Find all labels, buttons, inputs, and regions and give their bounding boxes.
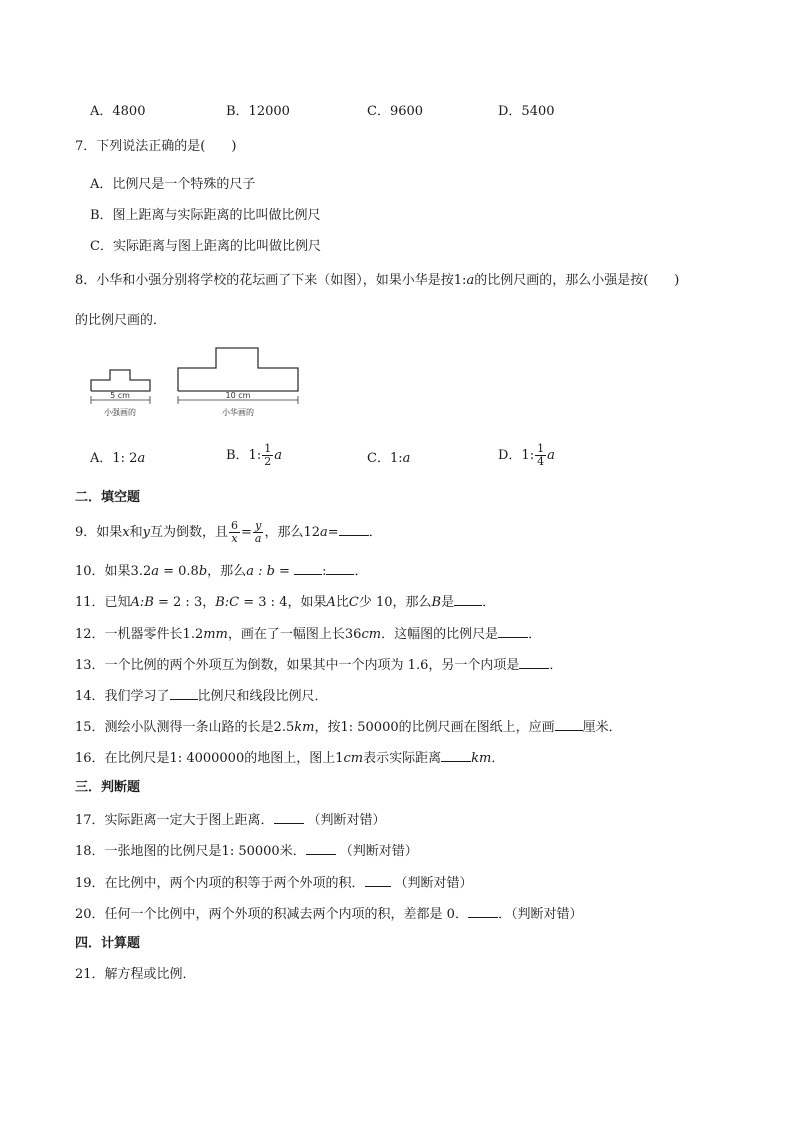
q19: [75, 873, 473, 893]
q19-post: （判断对错）: [394, 876, 473, 891]
q8-ratio: 1:: [453, 273, 467, 288]
q17-post: （判断对错）: [307, 813, 386, 828]
q17: [75, 810, 386, 830]
q8-option-d-text: D．1:: [498, 448, 535, 463]
q8-option-b: [226, 443, 282, 468]
fraction-denominator: [229, 533, 239, 545]
q8-var: a: [466, 273, 475, 288]
q16-scale: 1: 4000000: [169, 751, 245, 766]
q16-pre: 16．在比例尺是: [75, 751, 170, 766]
q13-end: ．: [549, 658, 563, 673]
q14-answer-blank[interactable]: [170, 686, 198, 700]
q8-option-b-text: B．1:: [226, 448, 262, 463]
q18-answer-blank[interactable]: [306, 841, 336, 855]
fraction-denominator: 2: [264, 455, 272, 468]
q12-mid2: ．这幅图的比例尺是: [381, 627, 499, 642]
q8-stem-b: 的比例尺画的，那么小强是按( ): [474, 273, 680, 288]
q20: [75, 904, 582, 924]
q12-v2: 36: [344, 627, 362, 642]
q16-mid2: 表示实际距离: [363, 751, 442, 766]
q16-u2: km: [471, 751, 492, 766]
q15-pre: 15．测绘小队测得一条山路的长是: [75, 720, 274, 735]
q12-pre: 12．一机器零件长: [75, 627, 183, 642]
q10-blank-2[interactable]: [326, 561, 354, 575]
large-caption: 小华画的: [222, 408, 254, 417]
q11-C: C: [348, 595, 359, 610]
q14-post: 比例尺和线段比例尺．: [197, 689, 328, 704]
q6-option-a: A．4800: [90, 104, 146, 119]
q20-pre: 20．任何一个比例中，两个外项的积减去两个内项的积，差都是 0．: [75, 907, 468, 922]
q12-mid: ，画在了一幅图上长: [227, 627, 345, 642]
q18: [75, 841, 418, 861]
q12-u2: cm: [361, 627, 382, 642]
q10-colon: :: [322, 564, 327, 579]
q11-B: B: [431, 595, 442, 610]
q8-option-a-text: A．1: 2: [90, 451, 138, 466]
q16-mid: 的地图上，图上: [244, 751, 336, 766]
q9-equals: =: [241, 525, 252, 540]
q8-option-d: [498, 443, 555, 468]
q9-y: y: [142, 525, 150, 540]
q8-option-a: [90, 450, 145, 468]
q17-pre: 17．实际距离一定大于图上距离．: [75, 813, 274, 828]
q6-option-c: C．9600: [367, 104, 424, 119]
q16-v1: 1: [335, 751, 344, 766]
q15-u1: km: [294, 720, 315, 735]
fraction-numerator: 1: [264, 442, 272, 455]
q15-mid2: 的比例尺画在图纸上，应画: [398, 720, 555, 735]
fraction-numerator: 1: [537, 442, 545, 455]
q16-end: ．: [491, 751, 505, 766]
q8-option-a-var: a: [137, 451, 146, 466]
q8-option-c: [367, 450, 410, 468]
q9-fraction-right: [253, 520, 264, 545]
q12-answer-blank[interactable]: [498, 624, 528, 638]
fraction-var: x: [231, 532, 238, 545]
q10-blank-1[interactable]: [294, 561, 322, 575]
q9-mid: 互为倒数，且: [150, 525, 229, 540]
q9-equals2: =: [327, 525, 339, 540]
q8-option-d-fraction: [535, 443, 546, 468]
q20-answer-blank[interactable]: [468, 904, 498, 918]
q18-mid: 米．: [279, 844, 306, 859]
q11-pre: 11．已知: [75, 595, 131, 610]
q10-eq: =: [274, 564, 295, 579]
q18-post: （判断对错）: [339, 844, 418, 859]
small-caption: 小强画的: [104, 408, 136, 417]
q10-pre: 10．如果: [75, 564, 131, 579]
q8-option-b-fraction: [262, 443, 273, 468]
q19-answer-blank[interactable]: [365, 873, 391, 887]
q12: [75, 624, 541, 644]
q10: [75, 561, 367, 581]
q17-answer-blank[interactable]: [274, 810, 304, 824]
q11-mid4: 是: [441, 595, 455, 610]
q8-stem-a: 8．小华和小强分别将学校的花坛画了下来（如图），如果小华是按: [75, 273, 454, 288]
fraction-var: a: [254, 532, 262, 545]
q6-option-d: D．5400: [498, 104, 555, 119]
q16: [75, 748, 504, 768]
q15-answer-blank[interactable]: [555, 717, 583, 731]
q21: 21．解方程或比例．: [75, 967, 196, 982]
q15-mid: ，按: [314, 720, 341, 735]
q11-mid2: 比: [335, 595, 349, 610]
q9-pre: 9．如果: [75, 525, 123, 540]
q8-option-c-var: a: [402, 451, 411, 466]
q7-stem: 7．下列说法正确的是( ): [75, 139, 237, 154]
q15-post: 厘米．: [582, 720, 622, 735]
q10-a: a: [151, 564, 159, 579]
q7-option-a: A．比例尺是一个特殊的尺子: [90, 177, 256, 192]
q18-pre: 18．一张地图的比例尺是: [75, 844, 222, 859]
fraction-denominator: [253, 533, 264, 545]
fraction-var: y: [255, 519, 262, 532]
q9-and: 和: [129, 525, 143, 540]
q11-mid3: 少 10，那么: [358, 595, 432, 610]
q11-v2: = 3 : 4: [239, 595, 288, 610]
q14: [75, 686, 328, 706]
q10-expr1: 3.2: [130, 564, 152, 579]
q12-end: ．: [528, 627, 542, 642]
q10-b: b: [198, 564, 208, 579]
q19-pre: 19．在比例中，两个内项的积等于两个外项的积．: [75, 876, 365, 891]
q15: [75, 717, 622, 737]
q12-u1: mm: [203, 627, 228, 642]
q6-option-b: B．12000: [226, 104, 290, 119]
q12-v1: 1.2: [182, 627, 204, 642]
q15-v1: 2.5: [273, 720, 295, 735]
q10-ratio: a : b: [246, 564, 275, 579]
q13: [75, 655, 562, 675]
q10-mid: ，那么: [207, 564, 247, 579]
q9-post: ，那么12: [264, 525, 321, 540]
q11-bc: B:C: [215, 595, 240, 610]
q8-option-b-var: a: [274, 448, 282, 463]
q11-A: A: [326, 595, 336, 610]
q8-stem: [75, 272, 679, 290]
flowerbed-figure: [88, 340, 310, 432]
q8-option-c-text: C．1:: [367, 451, 403, 466]
q7-option-b: B．图上距离与实际距离的比叫做比例尺: [90, 208, 321, 223]
q14-pre: 14．我们学习了: [75, 689, 170, 704]
q11: [75, 592, 495, 612]
fraction-denominator: 4: [537, 455, 545, 468]
q9-a: a: [320, 525, 328, 540]
q11-answer-blank[interactable]: [454, 592, 482, 606]
q11-mid: ，如果: [287, 595, 327, 610]
q18-scale: 1: 50000: [221, 844, 280, 859]
q13-answer-blank[interactable]: [519, 655, 549, 669]
q16-u1: cm: [343, 751, 364, 766]
q11-ab: A:B: [130, 595, 154, 610]
section-calculation-title: 四．计算题: [75, 936, 141, 951]
section-fill-in-title: 二．填空题: [75, 490, 141, 505]
q10-expr2: = 0.8: [159, 564, 199, 579]
q10-end: ．: [354, 564, 368, 579]
large-length-label: 10 cm: [225, 391, 251, 400]
q11-end: ．: [482, 595, 496, 610]
section-true-false-title: 三．判断题: [75, 780, 141, 795]
small-length-label: 5 cm: [110, 391, 130, 400]
q8-stem-cont: 的比例尺画的．: [75, 313, 167, 328]
q20-post: ．（判断对错）: [497, 907, 583, 922]
q9: [75, 520, 382, 545]
q16-answer-blank[interactable]: [441, 748, 471, 762]
q7-option-c: C．实际距离与图上距离的比叫做比例尺: [90, 239, 321, 254]
q15-scale: 1: 50000: [340, 720, 399, 735]
q9-answer-blank[interactable]: [339, 522, 369, 536]
q11-sep: ，: [202, 595, 216, 610]
q9-fraction-left: [229, 520, 240, 545]
q9-x: x: [122, 525, 130, 540]
q11-v1: = 2 : 3: [153, 595, 203, 610]
q13-pre: 13．一个比例的两个外项互为倒数，如果其中一个内项为 1.6，另一个内项是: [75, 658, 520, 673]
q9-end: ．: [368, 525, 382, 540]
q8-option-d-var: a: [547, 448, 555, 463]
fraction-numerator: 6: [231, 519, 239, 532]
